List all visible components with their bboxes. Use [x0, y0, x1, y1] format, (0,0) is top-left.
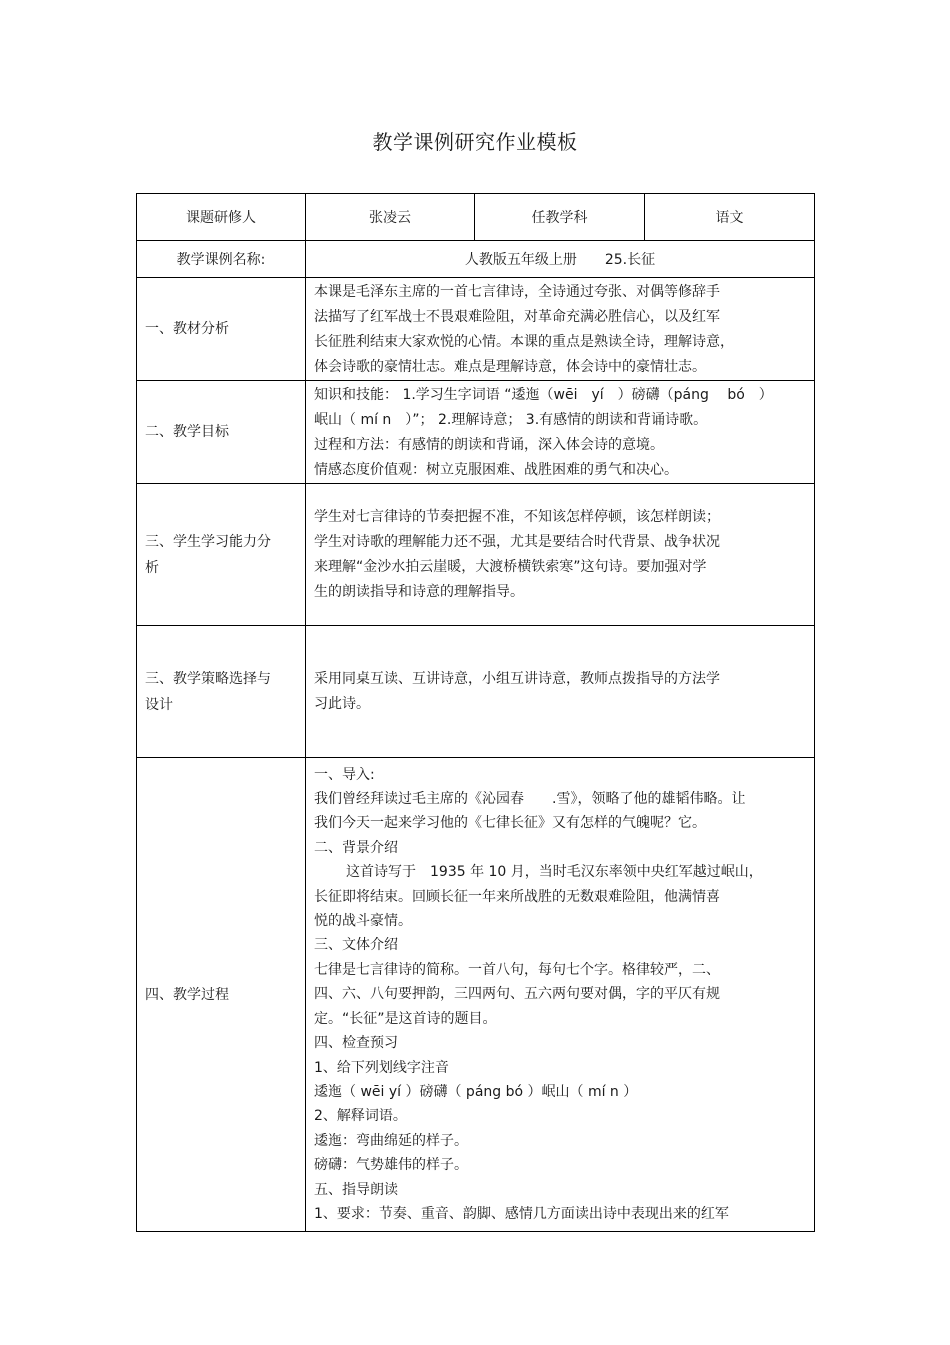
goals-label: 二、教学目标: [137, 381, 306, 484]
process-line: 悦的战斗豪情。: [314, 913, 412, 930]
goals-line: 情感态度价值观：树立克服困难、战胜困难的勇气和决心。: [314, 462, 678, 478]
ability-row: [137, 484, 815, 626]
process-line: 四、六、八句要押韵，三四两句、五六两句要对偶，字的平仄有规: [314, 986, 720, 1003]
process-content: [306, 758, 815, 1232]
strategy-line: 习此诗。: [314, 695, 370, 712]
process-heading: 一、导入:: [314, 766, 375, 783]
process-heading: 二、背景介绍: [314, 839, 398, 856]
ability-line: 生的朗读指导和诗意的理解指导。: [314, 583, 524, 600]
strategy-row: [137, 626, 815, 758]
strategy-label-line: 三、教学策略选择与: [145, 670, 271, 687]
lesson-row: [137, 241, 815, 278]
material-line: 本课是毛泽东主席的一首七言律诗，全诗通过夸张、对偶等修辞手: [314, 284, 720, 300]
material-row: [137, 278, 815, 381]
ability-label-line: 析: [145, 559, 159, 576]
ability-line: 学生对诗歌的理解能力还不强，尤其是要结合时代背景、战争状况: [314, 533, 720, 550]
ability-content: [306, 484, 815, 626]
ability-label: [137, 484, 306, 626]
page-title: 教学课例研究作业模板: [372, 130, 578, 154]
material-line: 法描写了红军战士不畏艰难险阻，对革命充满必胜信心，以及红军: [314, 309, 720, 325]
strategy-line: 采用同桌互读、互讲诗意，小组互讲诗意，教师点拨指导的方法学: [314, 670, 720, 687]
process-heading: 四、检查预习: [314, 1035, 398, 1052]
process-row: [137, 758, 815, 1232]
process-label: 四、教学过程: [137, 758, 306, 1232]
lesson-name-label: 教学课例名称:: [137, 241, 306, 278]
process-line: 逶迤（ wēi yí ）磅礴（ páng bó ）岷山（ mí n ）: [314, 1083, 638, 1100]
ability-line: 来理解“金沙水拍云崖暖，大渡桥横铁索寒”这句诗。要加强对学: [314, 558, 707, 575]
header-row: [137, 194, 815, 241]
ability-line: 学生对七言律诗的节奏把握不准，不知该怎样停顿，该怎样朗读；: [314, 508, 720, 525]
researcher-value: 张凌云: [306, 194, 475, 241]
process-line: 1、要求：节奏、重音、韵脚、感情几方面读出诗中表现出来的红军: [314, 1205, 729, 1222]
process-line: 定。“长征”是这首诗的题目。: [314, 1010, 497, 1027]
process-line: 七律是七言律诗的简称。一首八句，每句七个字。格律较严，二、: [314, 961, 720, 978]
process-line: 1、给下列划线字注音: [314, 1059, 449, 1076]
subject-value: 语文: [645, 194, 815, 241]
strategy-label-line: 设计: [145, 696, 173, 713]
strategy-label: [137, 626, 306, 758]
material-label: 一、教材分析: [137, 278, 306, 381]
strategy-content: [306, 626, 815, 758]
material-line: 体会诗歌的豪情壮志。难点是理解诗意，体会诗中的豪情壮志。: [314, 359, 706, 375]
process-heading: 三、文体介绍: [314, 937, 398, 954]
process-line: 长征即将结束。回顾长征一年来所战胜的无数艰难险阻，他满情喜: [314, 888, 720, 905]
process-line: 我们曾经拜读过毛主席的《沁园春 .雪》，领略了他的雄韬伟略。让: [314, 791, 746, 808]
process-line: 2、解释词语。: [314, 1108, 407, 1125]
process-line: 逶迤：弯曲绵延的样子。: [314, 1132, 468, 1149]
lesson-name-value: 人教版五年级上册 25.长征: [306, 241, 815, 278]
material-line: 长征胜利结束大家欢悦的心情。本课的重点是熟读全诗，理解诗意，: [314, 334, 734, 350]
material-content: [306, 278, 815, 381]
goals-line: 岷山（ mí n ）”； 2.理解诗意； 3.有感情的朗读和背诵诗歌。: [314, 412, 708, 428]
process-line: 磅礴：气势雄伟的样子。: [314, 1157, 468, 1174]
lesson-plan-table: [136, 193, 815, 1232]
ability-label-line: 三、学生学习能力分: [145, 533, 271, 550]
process-line: 这首诗写于 1935 年 10 月，当时毛汉东率领中央红军越过岷山，: [346, 864, 763, 881]
process-line: 我们今天一起来学习他的《七律长征》又有怎样的气魄呢？它。: [314, 815, 706, 832]
process-heading: 五、指导朗读: [314, 1181, 398, 1198]
subject-label: 任教学科: [475, 194, 645, 241]
goals-line: 知识和技能： 1.学习生字词语 “逶迤（wēi yí ）磅礴（páng bó ）: [314, 387, 773, 403]
goals-content: [306, 381, 815, 484]
goals-line: 过程和方法：有感情的朗读和背诵，深入体会诗的意境。: [314, 437, 664, 453]
researcher-label: 课题研修人: [137, 194, 306, 241]
goals-row: [137, 381, 815, 484]
